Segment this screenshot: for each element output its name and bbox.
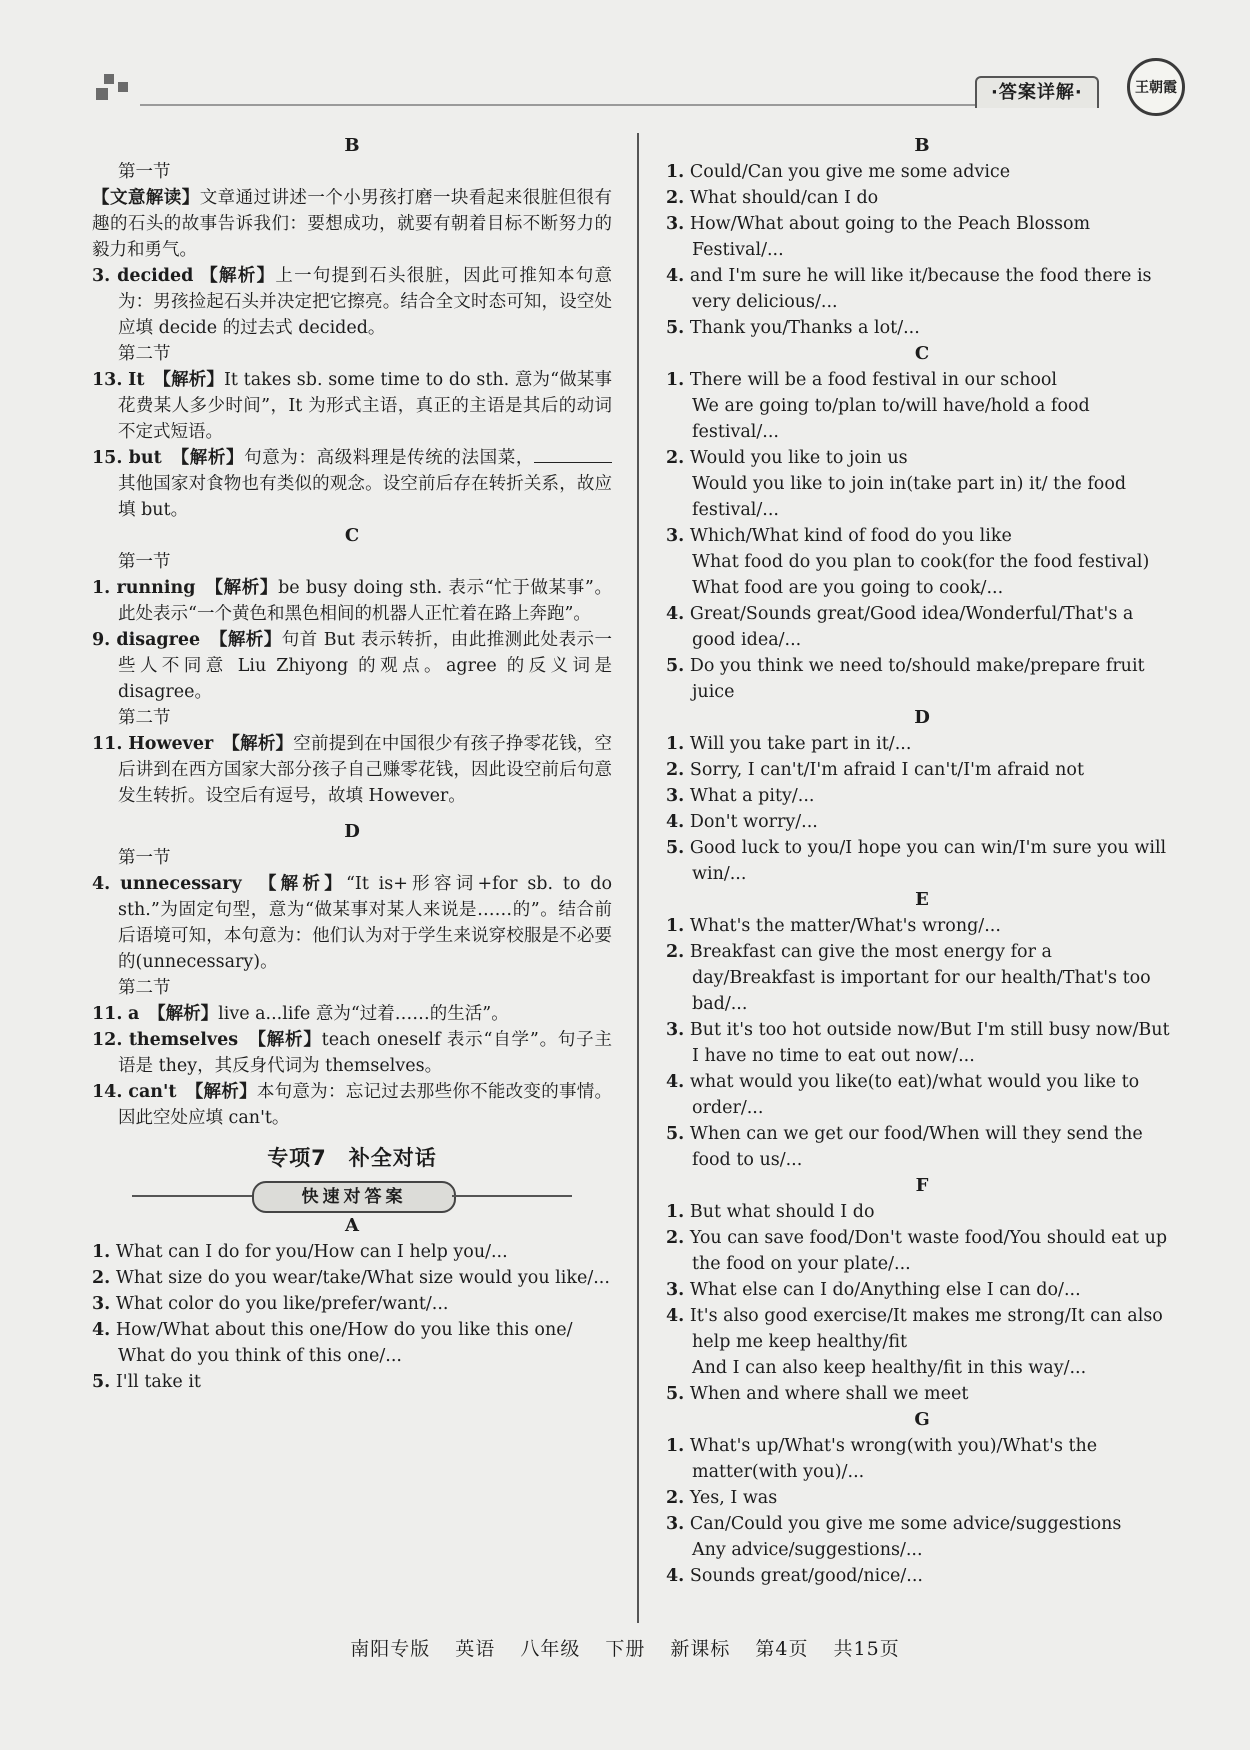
answer-text: What can I do for you/How can I help you/...: [115, 1242, 508, 1262]
item-number: 5.: [92, 1372, 111, 1392]
answer-key: It: [128, 370, 145, 390]
reading-text: 文章通过讲述一个小男孩打磨一块看起来很脏但很有趣的石头的故事告诉我们：要想成功，就要有朝着目标不断努力的毅力和勇气。: [92, 188, 613, 260]
analysis-tag: 【解析】: [180, 448, 245, 468]
answer-item: [666, 939, 1178, 1017]
answer-alt: What food do you plan to cook(for the food festival): [692, 552, 1150, 572]
answer-item: [92, 575, 612, 627]
analysis-tag: 【解析】: [162, 370, 225, 390]
answer-text: Can/Could you give me some advice/suggestions: [689, 1514, 1122, 1534]
answer-key: can't: [128, 1082, 177, 1102]
analysis-text: 空前提到在中国很少有孩子挣零花钱，空后讲到在西方国家大部分孩子自己赚零花钱，因此设空前后句意发生转折。设空后有逗号，故填 However。: [118, 734, 613, 806]
analysis-tag: 【解析】: [218, 630, 282, 650]
analysis-text: be busy doing sth. 表示“忙于做某事”。此处表示“一个黄色和黑色相间的机器人正忙着在路上奔跑”。: [118, 578, 613, 624]
left-column: [92, 133, 612, 1395]
answer-text: Could/Can you give me some advice: [689, 162, 1011, 182]
corner-decoration: [96, 74, 132, 106]
answer-item: [92, 1027, 612, 1079]
item-number: 2.: [666, 448, 685, 468]
reading-tag: 【文意解读】: [92, 188, 200, 208]
answer-text: What size do you wear/take/What size would you like/...: [115, 1268, 610, 1288]
answer-text: I'll take it: [115, 1372, 201, 1392]
item-number: 5.: [666, 656, 685, 676]
answer-item: [92, 1079, 612, 1131]
answer-text: But it's too hot outside now/But I'm still busy now/But I have no time to eat out now/...: [689, 1020, 1170, 1066]
answer-key: a: [128, 1004, 140, 1024]
item-number: 4.: [92, 874, 111, 894]
item-number: 5.: [666, 318, 685, 338]
answer-list-d: [666, 731, 1178, 887]
answer-text: Great/Sounds great/Good idea/Wonderful/That's a good idea/...: [689, 604, 1134, 650]
item-number: 9.: [92, 630, 111, 650]
answer-item: [666, 1225, 1178, 1277]
item-number: 4.: [666, 1306, 685, 1326]
item-number: 1.: [92, 1242, 111, 1262]
answer-key: themselves: [128, 1030, 239, 1050]
answer-item: [666, 1069, 1178, 1121]
item-number: 11.: [92, 734, 123, 754]
answer-item: [666, 315, 1178, 341]
item-number: 4.: [92, 1320, 111, 1340]
item-number: 3.: [666, 1514, 685, 1534]
item-number: 5.: [666, 1124, 685, 1144]
quick-answer-label: 快速对答案: [252, 1181, 456, 1213]
answer-item: [666, 185, 1178, 211]
answer-text: When can we get our food/When will they send the food to us/...: [689, 1124, 1143, 1170]
item-number: 14.: [92, 1082, 123, 1102]
section-heading: D: [914, 707, 930, 728]
answer-key: but: [128, 448, 162, 468]
brand-logo-text: 王朝霞: [1135, 80, 1177, 96]
answer-text: What a pity/...: [689, 786, 815, 806]
item-number: 1.: [92, 578, 111, 598]
sub-heading: 第一节: [118, 848, 171, 868]
item-number: 1.: [666, 916, 685, 936]
sub-heading: 第二节: [118, 978, 171, 998]
answer-text: Which/What kind of food do you like: [689, 526, 1012, 546]
item-number: 2.: [666, 760, 685, 780]
item-number: 5.: [666, 838, 685, 858]
answer-key: unnecessary: [120, 874, 242, 894]
item-number: 1.: [666, 734, 685, 754]
project-title: 专项7 补全对话: [267, 1146, 437, 1170]
answer-item: [92, 367, 612, 445]
answer-text: It's also good exercise/It makes me strong/It can also help me keep healthy/fit: [689, 1306, 1163, 1352]
section-heading: F: [915, 1175, 929, 1196]
analysis-tag: 【解析】: [257, 1030, 322, 1050]
item-number: 3.: [92, 1294, 111, 1314]
answer-text: There will be a food festival in our school: [689, 370, 1058, 390]
item-number: 3.: [666, 786, 685, 806]
answer-text: and I'm sure he will like it/because the food there is very delicious/...: [689, 266, 1152, 312]
answer-text: Good luck to you/I hope you can win/I'm sure you will win/...: [689, 838, 1167, 884]
analysis-text: 句意为：高级料理是传统的法国菜，: [244, 448, 534, 468]
analysis-tag: 【解析】: [267, 874, 346, 894]
item-number: 5.: [666, 1384, 685, 1404]
answer-text: When and where shall we meet: [689, 1384, 969, 1404]
section-heading: G: [914, 1409, 930, 1430]
answer-text: Yes, I was: [689, 1488, 778, 1508]
answer-item: [666, 601, 1178, 653]
analysis-tag: 【解析】: [156, 1004, 219, 1024]
analysis-text: 句首 But 表示转折，由此推测此处表示一些人不同意 Liu Zhiyong 的观点。agree 的反义词是 disagree。: [118, 630, 613, 702]
answer-item: [92, 627, 612, 705]
answer-item: [666, 159, 1178, 185]
answer-item: [666, 263, 1178, 315]
answer-item: [92, 731, 612, 809]
item-number: 4.: [666, 604, 685, 624]
answer-item: [666, 1017, 1178, 1069]
section-heading: E: [915, 889, 929, 910]
quick-answer-bar: [92, 1179, 612, 1213]
answer-text: How/What about this one/How do you like this one/ What do you think of this one/...: [115, 1320, 573, 1366]
item-number: 3.: [666, 1020, 685, 1040]
answer-key: decided: [117, 266, 194, 286]
answer-text: Sounds great/good/nice/...: [689, 1566, 923, 1586]
section-heading: A: [345, 1215, 359, 1236]
item-number: 3.: [92, 266, 111, 286]
right-column: [666, 133, 1178, 1589]
item-number: 2.: [666, 942, 685, 962]
analysis-tag: 【解析】: [231, 734, 294, 754]
page-footer: 南阳专版 英语 八年级 下册 新课标 第4页 共15页: [350, 1638, 900, 1660]
analysis-text: It takes sb. some time to do sth. 意为“做某事花费某人多少时间”，It 为形式主语，真正的主语是其后的动词不定式短语。: [118, 370, 613, 442]
section-heading: B: [344, 135, 360, 156]
answer-text: Do you think we need to/should make/prepare fruit juice: [689, 656, 1145, 702]
answer-item: [666, 523, 1178, 549]
analysis-text: 本句意为：忘记过去那些你不能改变的事情。因此空处应填 can't。: [118, 1082, 613, 1128]
answer-text: what would you like(to eat)/what would you like to order/...: [689, 1072, 1140, 1118]
reading-note: [92, 185, 612, 263]
answer-text: Don't worry/...: [689, 812, 818, 832]
answer-text: How/What about going to the Peach Blossom Festival/...: [689, 214, 1091, 260]
answer-text: Thank you/Thanks a lot/...: [689, 318, 920, 338]
answer-item: [92, 445, 612, 523]
analysis-text: live a...life 意为“过着……的生活”。: [218, 1004, 509, 1024]
answer-text: You can save food/Don't waste food/You should eat up the food on your plate/...: [689, 1228, 1168, 1274]
sub-heading: 第二节: [118, 708, 171, 728]
item-number: 3.: [666, 526, 685, 546]
answer-item: [666, 1277, 1178, 1303]
answer-text: What's up/What's wrong(with you)/What's the matter(with you)/...: [689, 1436, 1098, 1482]
answer-text: Breakfast can give the most energy for a day/Breakfast is important for our health/That's too bad/...: [689, 942, 1151, 1014]
answer-list-b: [666, 159, 1178, 341]
answer-text: What color do you like/prefer/want/...: [115, 1294, 449, 1314]
answer-alt: We are going to/plan to/will have/hold a food festival/...: [692, 396, 1090, 442]
section-heading: C: [914, 343, 930, 364]
item-number: 1.: [666, 370, 685, 390]
item-number: 4.: [666, 1072, 685, 1092]
item-number: 3.: [666, 214, 685, 234]
answer-key: disagree: [116, 630, 201, 650]
answer-alt: Any advice/suggestions/...: [692, 1540, 923, 1560]
item-number: 4.: [666, 266, 685, 286]
answer-item: [666, 1381, 1178, 1407]
item-number: 2.: [666, 188, 685, 208]
answer-item: [92, 1239, 612, 1265]
sub-heading: 第一节: [118, 162, 171, 182]
answer-item: [666, 211, 1178, 263]
answer-item: [666, 367, 1178, 393]
answer-text: What's the matter/What's wrong/...: [689, 916, 1001, 936]
answer-item: [92, 263, 612, 341]
answer-alt: And I can also keep healthy/fit in this way/...: [692, 1358, 1087, 1378]
answer-item: [666, 1121, 1178, 1173]
answer-text: Would you like to join us: [689, 448, 908, 468]
item-number: 1.: [666, 1202, 685, 1222]
header-rule: [140, 104, 1018, 106]
analysis-text: 其他国家对食物也有类似的观念。设空前后存在转折关系，故应填 but。: [118, 474, 612, 520]
answer-text: But what should I do: [689, 1202, 875, 1222]
answer-item: [666, 783, 1178, 809]
answer-item: [92, 1265, 612, 1291]
section-heading: C: [344, 525, 360, 546]
quick-bar-line-left: [132, 1195, 252, 1197]
answer-alt: What food are you going to cook/...: [692, 578, 1004, 598]
analysis-tag: 【解析】: [214, 578, 279, 598]
item-number: 2.: [666, 1228, 685, 1248]
section-heading: B: [914, 135, 930, 156]
answer-item: [666, 653, 1178, 705]
header-tab: ·答案详解·: [975, 76, 1099, 108]
answer-item: [92, 871, 612, 975]
analysis-text: teach oneself 表示“自学”。句子主语是 they，其反身代词为 themselves。: [118, 1030, 612, 1076]
answer-item: [666, 1303, 1178, 1355]
answer-item: [666, 1199, 1178, 1225]
answer-item: [666, 445, 1178, 471]
answer-item: [666, 1485, 1178, 1511]
answer-item: [92, 1001, 612, 1027]
answer-text: Sorry, I can't/I'm afraid I can't/I'm afraid not: [689, 760, 1084, 780]
answer-alt: Would you like to join in(take part in) it/ the food festival/...: [692, 474, 1127, 520]
analysis-text: 上一句提到石头很脏，因此可推知本句意为：男孩捡起石头并决定把它擦亮。结合全文时态可知，设空处应填 decide 的过去式 decided。: [118, 266, 612, 338]
item-number: 11.: [92, 1004, 123, 1024]
analysis-text: “It is+形容词+for sb. to do sth.”为固定句型，意为“做某事对某人来说是……的”。结合前后语境可知，本句意为：他们认为对于学生来说穿校服是不必要的(unnecessary)。: [118, 874, 613, 972]
column-divider: [637, 133, 639, 1623]
answer-text: What else can I do/Anything else I can do/...: [689, 1280, 1081, 1300]
answer-item: [666, 757, 1178, 783]
answer-list-a: [92, 1239, 612, 1395]
answer-item: [666, 1511, 1178, 1537]
answer-text: Will you take part in it/...: [689, 734, 912, 754]
analysis-tag: 【解析】: [200, 266, 276, 286]
item-number: 4.: [666, 812, 685, 832]
item-number: 15.: [92, 448, 123, 468]
answer-item: [92, 1369, 612, 1395]
item-number: 12.: [92, 1030, 123, 1050]
answer-list-g: [666, 1433, 1178, 1511]
answer-item: [92, 1291, 612, 1317]
answer-item: [666, 731, 1178, 757]
answer-key: However: [128, 734, 214, 754]
item-number: 4.: [666, 1566, 685, 1586]
answer-list-e: [666, 913, 1178, 1173]
answer-item: [666, 1563, 1178, 1589]
answer-text: What should/can I do: [689, 188, 879, 208]
sub-heading: 第一节: [118, 552, 171, 572]
item-number: 1.: [666, 162, 685, 182]
item-number: 1.: [666, 1436, 685, 1456]
item-number: 2.: [92, 1268, 111, 1288]
answer-item: [666, 913, 1178, 939]
brand-logo: [1127, 58, 1185, 116]
answer-key: running: [116, 578, 196, 598]
quick-bar-line-right: [452, 1195, 572, 1197]
answer-item: [92, 1317, 612, 1369]
sub-heading: 第二节: [118, 344, 171, 364]
item-number: 2.: [666, 1488, 685, 1508]
blank-line: [534, 446, 612, 463]
answer-item: [666, 1433, 1178, 1485]
analysis-tag: 【解析】: [194, 1082, 257, 1102]
item-number: 13.: [92, 370, 123, 390]
answer-item: [666, 835, 1178, 887]
answer-item: [666, 809, 1178, 835]
item-number: 3.: [666, 1280, 685, 1300]
section-heading: D: [344, 821, 360, 842]
